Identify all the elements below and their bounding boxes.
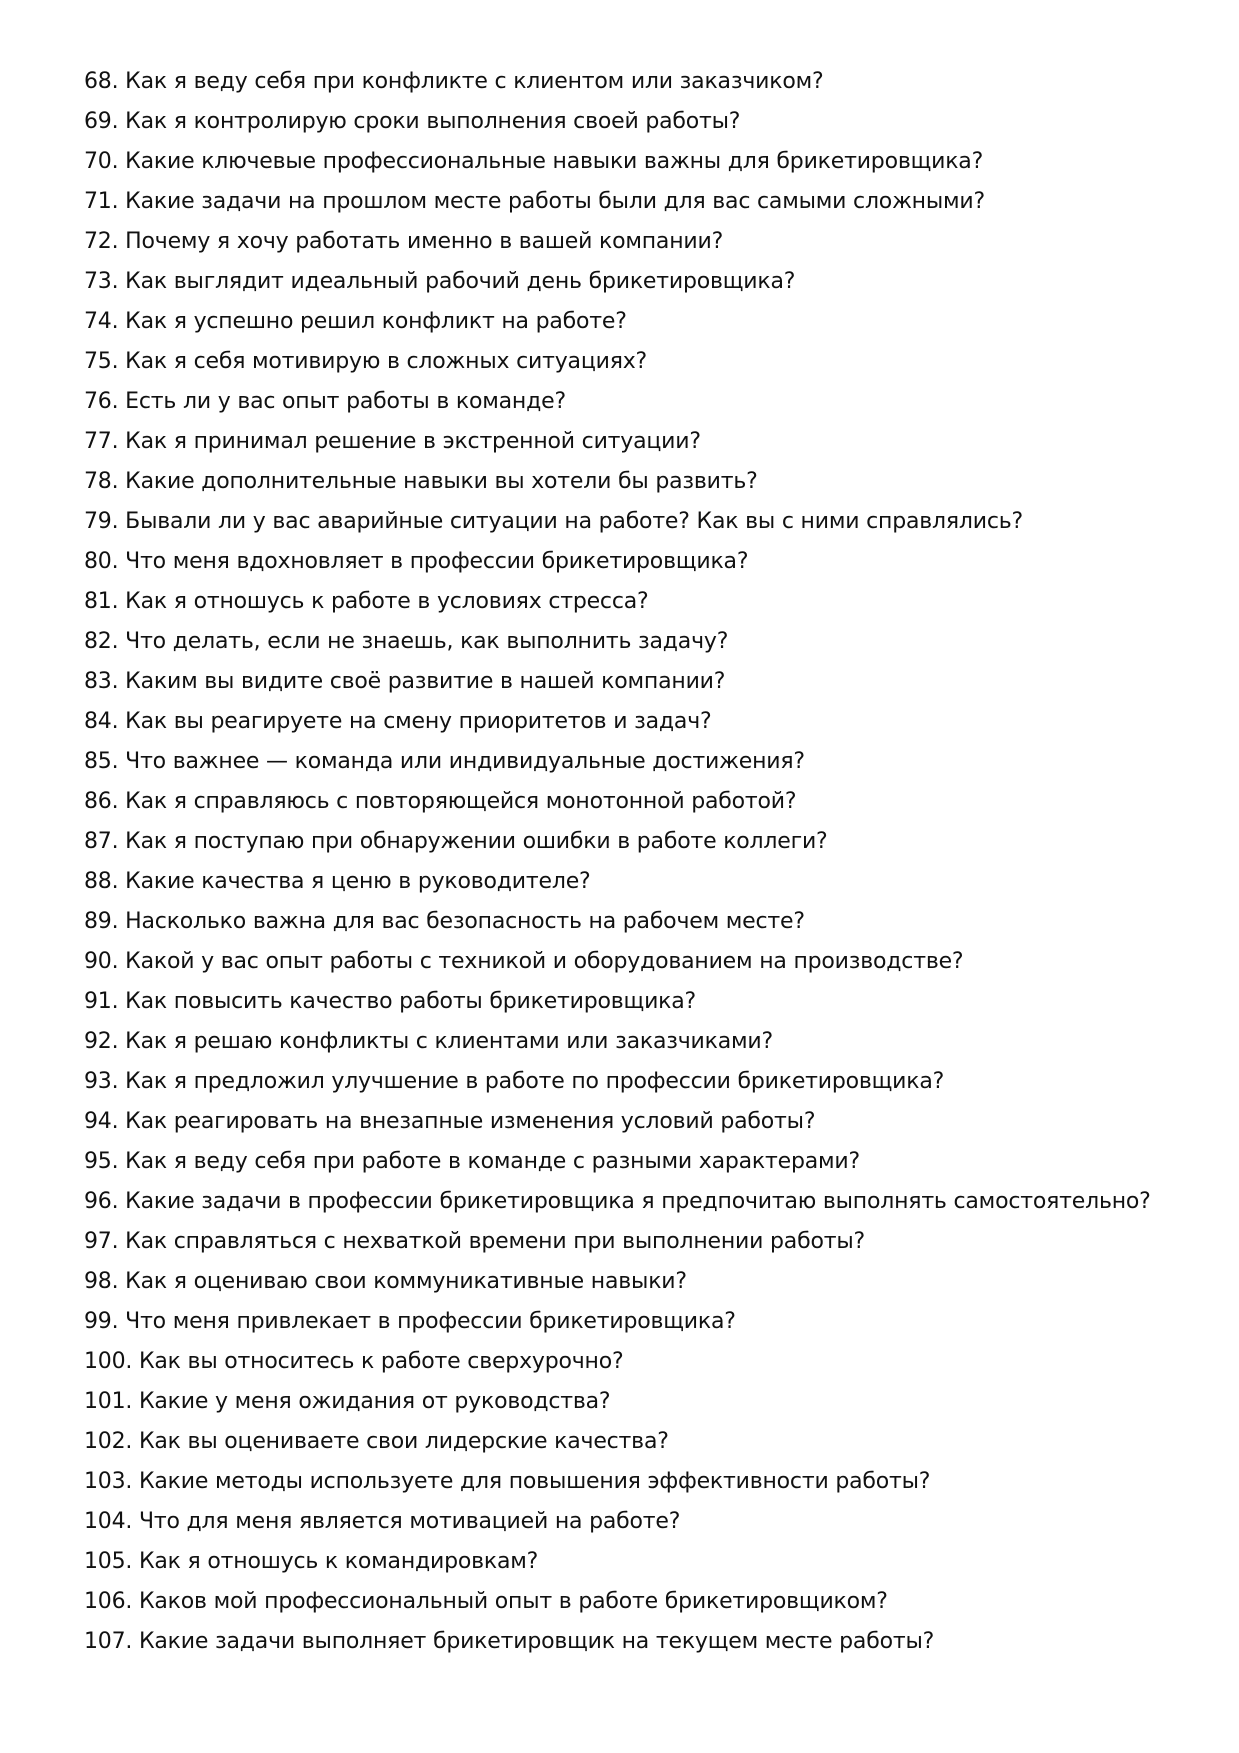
question-item: 85. Что важнее — команда или индивидуальные достижения? xyxy=(84,749,805,774)
question-item: 81. Как я отношусь к работе в условиях стресса? xyxy=(84,589,649,614)
question-item: 68. Как я веду себя при конфликте с клиентом или заказчиком? xyxy=(84,69,824,94)
question-item: 83. Каким вы видите своё развитие в нашей компании? xyxy=(84,669,726,694)
question-item: 96. Какие задачи в профессии брикетировщика я предпочитаю выполнять самостоятельно? xyxy=(84,1189,1151,1214)
question-item: 71. Какие задачи на прошлом месте работы были для вас самыми сложными? xyxy=(84,189,986,214)
question-item: 103. Какие методы используете для повышения эффективности работы? xyxy=(84,1469,931,1494)
question-item: 90. Какой у вас опыт работы с техникой и оборудованием на производстве? xyxy=(84,949,964,974)
question-item: 89. Насколько важна для вас безопасность на рабочем месте? xyxy=(84,909,805,934)
question-item: 70. Какие ключевые профессиональные навыки важны для брикетировщика? xyxy=(84,149,984,174)
question-item: 101. Какие у меня ожидания от руководства? xyxy=(84,1389,611,1414)
question-item: 69. Как я контролирую сроки выполнения своей работы? xyxy=(84,109,741,134)
question-item: 78. Какие дополнительные навыки вы хотели бы развить? xyxy=(84,469,758,494)
question-item: 97. Как справляться с нехваткой времени при выполнении работы? xyxy=(84,1229,865,1254)
question-item: 72. Почему я хочу работать именно в вашей компании? xyxy=(84,229,724,254)
question-item: 80. Что меня вдохновляет в профессии брикетировщика? xyxy=(84,549,749,574)
question-item: 95. Как я веду себя при работе в команде с разными характерами? xyxy=(84,1149,860,1174)
question-item: 87. Как я поступаю при обнаружении ошибки в работе коллеги? xyxy=(84,829,828,854)
question-list xyxy=(84,62,1151,1662)
question-item: 102. Как вы оцениваете свои лидерские качества? xyxy=(84,1429,669,1454)
question-item: 75. Как я себя мотивирую в сложных ситуациях? xyxy=(84,349,648,374)
question-item: 106. Каков мой профессиональный опыт в работе брикетировщиком? xyxy=(84,1589,888,1614)
question-item: 93. Как я предложил улучшение в работе по профессии брикетировщика? xyxy=(84,1069,945,1094)
question-item: 99. Что меня привлекает в профессии брикетировщика? xyxy=(84,1309,736,1334)
question-item: 84. Как вы реагируете на смену приоритетов и задач? xyxy=(84,709,712,734)
question-item: 79. Бывали ли у вас аварийные ситуации на работе? Как вы с ними справлялись? xyxy=(84,509,1023,534)
question-item: 74. Как я успешно решил конфликт на работе? xyxy=(84,309,627,334)
question-item: 86. Как я справляюсь с повторяющейся монотонной работой? xyxy=(84,789,797,814)
question-item: 104. Что для меня является мотивацией на работе? xyxy=(84,1509,681,1534)
question-item: 88. Какие качества я ценю в руководителе? xyxy=(84,869,591,894)
question-item: 73. Как выглядит идеальный рабочий день брикетировщика? xyxy=(84,269,796,294)
question-item: 98. Как я оцениваю свои коммуникативные навыки? xyxy=(84,1269,687,1294)
question-item: 100. Как вы относитесь к работе сверхурочно? xyxy=(84,1349,624,1374)
question-item: 105. Как я отношусь к командировкам? xyxy=(84,1549,539,1574)
question-item: 76. Есть ли у вас опыт работы в команде? xyxy=(84,389,566,414)
question-item: 77. Как я принимал решение в экстренной ситуации? xyxy=(84,429,701,454)
question-item: 92. Как я решаю конфликты с клиентами или заказчиками? xyxy=(84,1029,773,1054)
question-item: 82. Что делать, если не знаешь, как выполнить задачу? xyxy=(84,629,729,654)
question-item: 91. Как повысить качество работы брикетировщика? xyxy=(84,989,697,1014)
question-item: 107. Какие задачи выполняет брикетировщик на текущем месте работы? xyxy=(84,1629,935,1654)
question-item: 94. Как реагировать на внезапные изменения условий работы? xyxy=(84,1109,816,1134)
